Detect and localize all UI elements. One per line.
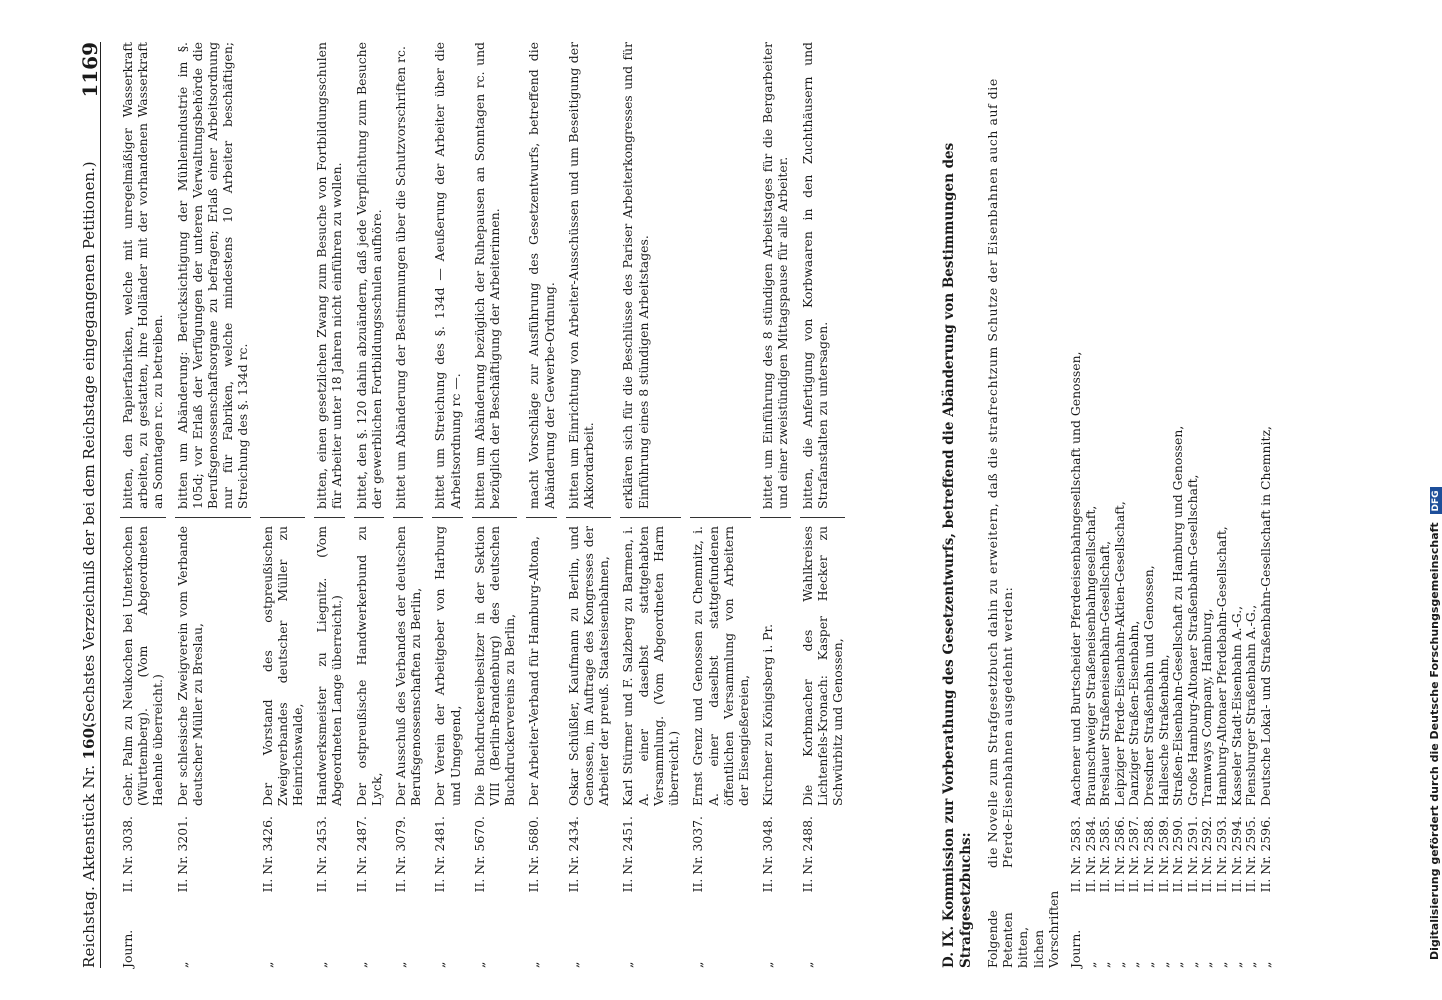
petition-journ-cell: Journ. [120, 929, 135, 968]
petition-pet-cell: Der Vorstand des ostpreußischen Zweigverbandes deutscher Müller zu Heinrichswalde, [259, 526, 306, 806]
list-item-journ: „ [1257, 961, 1273, 968]
section-title: D. IX. Kommission zur Vorberathung des Gesetzentwurfs, betreffend die Abänderung von Bestimmungen des Strafgesetzbuchs: [941, 142, 974, 968]
petition-nr-cell: II. Nr. 2434. [565, 816, 581, 893]
petition-nr-cell: II. Nr. 3037. [690, 816, 706, 893]
list-item-text: Große Hamburg-Altonaer Straßenbahn-Gesellschaft, [1184, 474, 1200, 806]
petitioner-list [1069, 42, 1273, 968]
petition-pet-cell: Gebr. Palm zu Neukochen bei Unterkochen (Württemberg). (Vom Abgeordneten Haehnle überreicht.) [120, 526, 166, 806]
list-item-number: II. Nr. 2590. [1170, 816, 1186, 893]
petition-pet-cell: Der Ausschuß des Verbandes der deutschen Berufsgenossenschaften zu Berlin, [393, 526, 424, 806]
petition-pet-cell: Handwerksmeister zu Liegnitz. (Vom Abgeordneten Lange überreicht.) [314, 526, 345, 806]
list-item-text: Kasseler Stadt-Eisenbahn A.-G., [1228, 605, 1244, 806]
petition-row [690, 42, 751, 968]
list-item [1084, 42, 1099, 968]
list-item-text: Tramways Company, Hamburg, [1199, 608, 1215, 806]
petition-row [175, 42, 251, 968]
list-item-journ: „ [1082, 961, 1098, 968]
petition-nr-cell: II. Nr. 2487. [353, 816, 369, 893]
petition-nr-cell: II. Nr. 5680. [526, 816, 542, 893]
list-item-text: Danziger Straßen-Eisenbahn, [1126, 620, 1142, 806]
petition-nr-cell: II. Nr. 3201. [174, 816, 190, 893]
petition-table [120, 42, 854, 968]
list-item-journ: „ [1155, 961, 1171, 968]
petition-pet-cell: Karl Stürmer und F. Salzberg zu Barmen, i. A. einer daselbst stattgehabten Versammlung. (Vom Abgeordneten Harm überreicht.) [620, 526, 682, 806]
petition-pet-cell: Ernst Grenz und Genossen zu Chemnitz, i. A. einer daselbst stattgefundenen öffentlichen Versammlung von Arbeitern der Eisengießereien, [690, 526, 751, 806]
list-item-text: Breslauer Straßeneisenbahn-Gesellschaft, [1097, 540, 1113, 806]
list-item-number: II. Nr. 2592. [1199, 816, 1215, 893]
petition-journ-cell: „ [471, 961, 487, 968]
list-item-journ: „ [1199, 961, 1215, 968]
petition-req-cell [690, 42, 751, 518]
petition-pet-cell: Oskar Schüßler, Kaufmann zu Berlin, und Genossen, im Auftrage des Kongresses der Arbeiter der preuß. Staatseisenbahnen, [565, 526, 612, 806]
petition-nr-cell: II. Nr. 2451. [620, 816, 636, 893]
petition-row [260, 42, 306, 968]
header-left: Reichstag. Aktenstück Nr. 160. [79, 722, 98, 968]
petition-pet-cell: Die Korbmacher des Wahlkreises Lichtenfels-Kronach: Kasper Hecker zu Schwürbitz und Genossen, [799, 526, 845, 806]
list-item [1127, 42, 1142, 968]
list-item-text: Dresdner Straßenbahn und Genossen, [1140, 565, 1156, 806]
petition-req-cell: erklären sich für die Beschlüsse des Pariser Arbeiterkongresses und für Einführung eines 8 stündigen Arbeitstages. [620, 42, 681, 518]
list-item-journ: Journ. [1068, 929, 1084, 968]
list-item-text: Braunschweiger Straßeneisenbahngesellschaft, [1082, 505, 1098, 806]
petition-pet-cell: Der ostpreußische Handwerkerbund zu Lyck, [353, 526, 384, 806]
document-page [36, 20, 1396, 980]
petition-req-cell [260, 42, 306, 518]
section-ix [941, 42, 1273, 968]
petition-journ-cell: „ [174, 961, 190, 968]
list-item-number: II. Nr. 2583. [1068, 816, 1084, 893]
petition-journ-cell: „ [760, 961, 776, 968]
petition-req-cell: bitten um Einrichtung von Arbeiter-Ausschüssen und um Beseitigung der Akkordarbeit. [566, 42, 612, 518]
dfg-sidenote: Digitalisierung gefördert durch die Deutsche Forschungsgemeinschaft DFG [1428, 636, 1442, 960]
petition-row [472, 42, 518, 968]
list-item-journ: „ [1097, 961, 1113, 968]
petition-row [432, 42, 462, 968]
list-item-number: II. Nr. 2589. [1155, 816, 1171, 893]
petition-req-cell: bitten, einen gesetzlichen Zwang zum Besuche von Fortbildungsschulen für Arbeiter unter 18 Jahren nicht einführen zu wollen. [314, 42, 344, 518]
petition-req-cell: bittet, den §. 120 dahin abzuändern, daß jede Verpflichtung zum Besuche der gewerblichen Fortbildungsschulen aufhöre. [354, 42, 384, 518]
list-item [1259, 42, 1274, 968]
list-item-number: II. Nr. 2584. [1082, 816, 1098, 893]
petition-nr-cell: II. Nr. 2481. [432, 816, 448, 893]
list-item-number: II. Nr. 2586. [1111, 816, 1127, 893]
list-item-text: Deutsche Lokal- und Straßenbahn-Gesellschaft in Chemnitz, [1257, 426, 1273, 806]
header-title: (Sechstes Verzeichniß der bei dem Reichstage eingegangenen Petitionen.) [79, 161, 98, 728]
petition-req-cell: bittet um Einführung des 8 stündigen Arbeitstages für die Bergarbeiter und einer zweistündigen Mittagspause für alle Arbeiter. [760, 42, 790, 518]
petition-nr-cell: II. Nr. 3048. [760, 816, 776, 893]
list-item-text: Hallesche Straßenbahn, [1155, 654, 1171, 806]
list-item-number: II. Nr. 2585. [1097, 816, 1113, 893]
petition-req-cell: bitten, die Anfertigung von Korbwaaren in den Zuchthäusern und Strafanstalten zu untersagen. [800, 42, 846, 518]
list-item [1171, 42, 1186, 968]
list-item-number: II. Nr. 2594. [1228, 816, 1244, 893]
intro-label: Folgende Petenten bitten, lichen Vorschriften [985, 890, 1061, 968]
petition-req-cell: bittet um Abänderung der Bestimmungen über die Schutzvorschriften rc. [393, 42, 423, 518]
list-item-text: Flensburger Straßenbahn A.-G., [1243, 604, 1259, 806]
petition-row [800, 42, 846, 968]
list-item [1230, 42, 1245, 968]
list-item-journ: „ [1213, 961, 1229, 968]
list-item [1098, 42, 1113, 968]
petition-journ-cell: „ [620, 961, 636, 968]
list-item [1113, 42, 1128, 968]
petition-row [760, 42, 790, 968]
list-item [1200, 42, 1215, 968]
petition-pet-cell: Der Arbeiter-Verband für Hamburg-Altona, [526, 536, 542, 806]
petition-nr-cell: II. Nr. 5670. [471, 816, 487, 893]
petition-row [354, 42, 384, 968]
list-item-number: II. Nr. 2587. [1126, 816, 1142, 893]
list-item [1157, 42, 1172, 968]
petition-row [620, 42, 681, 968]
petition-nr-cell: II. Nr. 2453. [314, 816, 330, 893]
petition-journ-cell: „ [353, 961, 369, 968]
list-item [1215, 42, 1230, 968]
petition-pet-cell: Die Buchdruckereibesitzer in der Sektion VIII (Berlin-Brandenburg) des deutschen Buchdruckervereins zu Berlin, [471, 526, 518, 806]
petition-row [526, 42, 556, 968]
petition-req-cell: bitten um Abänderung: Berücksichtigung der Mühlenindustrie im §. 105d; vor Erlaß der Verfügungen der unteren Verwaltungsbehörde die Berufsgenossenschaftsorgane zu befragen; Erlaß einer Arbeitsordnung nur für Fabriken, welche mindestens 10 Arbeiter beschäftigen; Streichung des §. 134d rc. [175, 42, 251, 518]
list-item-number: II. Nr. 2591. [1184, 816, 1200, 893]
list-item [1142, 42, 1157, 968]
list-item-text: Hamburg-Altonaer Pferdebahn-Gesellschaft, [1213, 526, 1229, 806]
petition-req-cell: bittet um Streichung des §. 134d — Aeußerung der Arbeiter über die Arbeitsordnung rc —. [432, 42, 462, 518]
petition-pet-cell: Kirchner zu Königsberg i. Pr. [760, 623, 776, 806]
page-header [64, 42, 101, 968]
petition-row [314, 42, 344, 968]
list-item-journ: „ [1111, 961, 1127, 968]
list-item [1069, 42, 1084, 968]
list-item-journ: „ [1243, 961, 1259, 968]
petition-row [393, 42, 423, 968]
petition-req-cell: bitten um Abänderung bezüglich der Ruhepausen an Sonntagen rc. und bezüglich der Beschäftigung der Arbeiterinnen. [472, 42, 518, 518]
list-item-journ: „ [1126, 961, 1142, 968]
list-item-number: II. Nr. 2593. [1213, 816, 1229, 893]
petition-journ-cell: „ [432, 961, 448, 968]
petition-journ-cell: „ [314, 961, 330, 968]
petition-journ-cell: „ [259, 961, 275, 968]
list-item-journ: „ [1140, 961, 1156, 968]
petition-journ-cell: „ [393, 961, 409, 968]
petition-req-cell: macht Vorschläge zur Ausführung des Gesetzentwurfs, betreffend die Abänderung der Gewerbe-Ordnung. [526, 42, 556, 518]
petition-pet-cell: Der Verein der Arbeitgeber von Harburg und Umgegend, [432, 526, 463, 806]
petition-row [566, 42, 612, 968]
list-item-text: Aachener und Burtscheider Pferdeeisenbahngesellschaft und Genossen, [1068, 351, 1084, 806]
petition-nr-cell: II. Nr. 3038. [120, 816, 135, 893]
dfg-logo: DFG [1430, 487, 1442, 514]
list-item-journ: „ [1170, 961, 1186, 968]
petition-nr-cell: II. Nr. 3426. [259, 816, 275, 893]
petition-nr-cell: II. Nr. 3079. [393, 816, 409, 893]
intro-text: die Novelle zum Strafgesetzbuch dahin zu erweitern, daß die strafrechtzum Schutze der Eisenbahnen auch auf die Pferde-Eisenbahnen ausgedehnt werden: [985, 78, 1016, 868]
list-item-text: Straßen-Eisenbahn-Gesellschaft zu Hamburg und Genossen, [1170, 425, 1186, 806]
petition-nr-cell: II. Nr. 2488. [799, 816, 815, 893]
list-item [1244, 42, 1259, 968]
petition-pet-cell: Der schlesische Zweigverein vom Verbande deutscher Müller zu Breslau, [174, 526, 205, 806]
petition-req-cell: bitten, den Papierfabriken, welche mit unregelmäßiger Wasserkraft arbeiten, zu gestatten, ihre Holländer mit der vorhandenen Wasserkraft an Sonntagen rc. zu betreiben. [120, 42, 166, 518]
petition-journ-cell: „ [565, 961, 581, 968]
list-item-number: II. Nr. 2596. [1257, 816, 1273, 893]
list-item-journ: „ [1228, 961, 1244, 968]
list-item-text: Leipziger Pferde-Eisenbahn-Aktien-Gesellschaft, [1111, 501, 1127, 806]
petition-journ-cell: „ [799, 961, 815, 968]
petition-journ-cell: „ [690, 961, 706, 968]
list-item-number: II. Nr. 2588. [1140, 816, 1156, 893]
list-item [1186, 42, 1201, 968]
petition-row [120, 42, 166, 968]
petition-journ-cell: „ [526, 961, 542, 968]
list-item-number: II. Nr. 2595. [1243, 816, 1259, 893]
page-number: 1169 [77, 42, 102, 98]
list-item-journ: „ [1184, 961, 1200, 968]
section-intro [985, 42, 1061, 968]
